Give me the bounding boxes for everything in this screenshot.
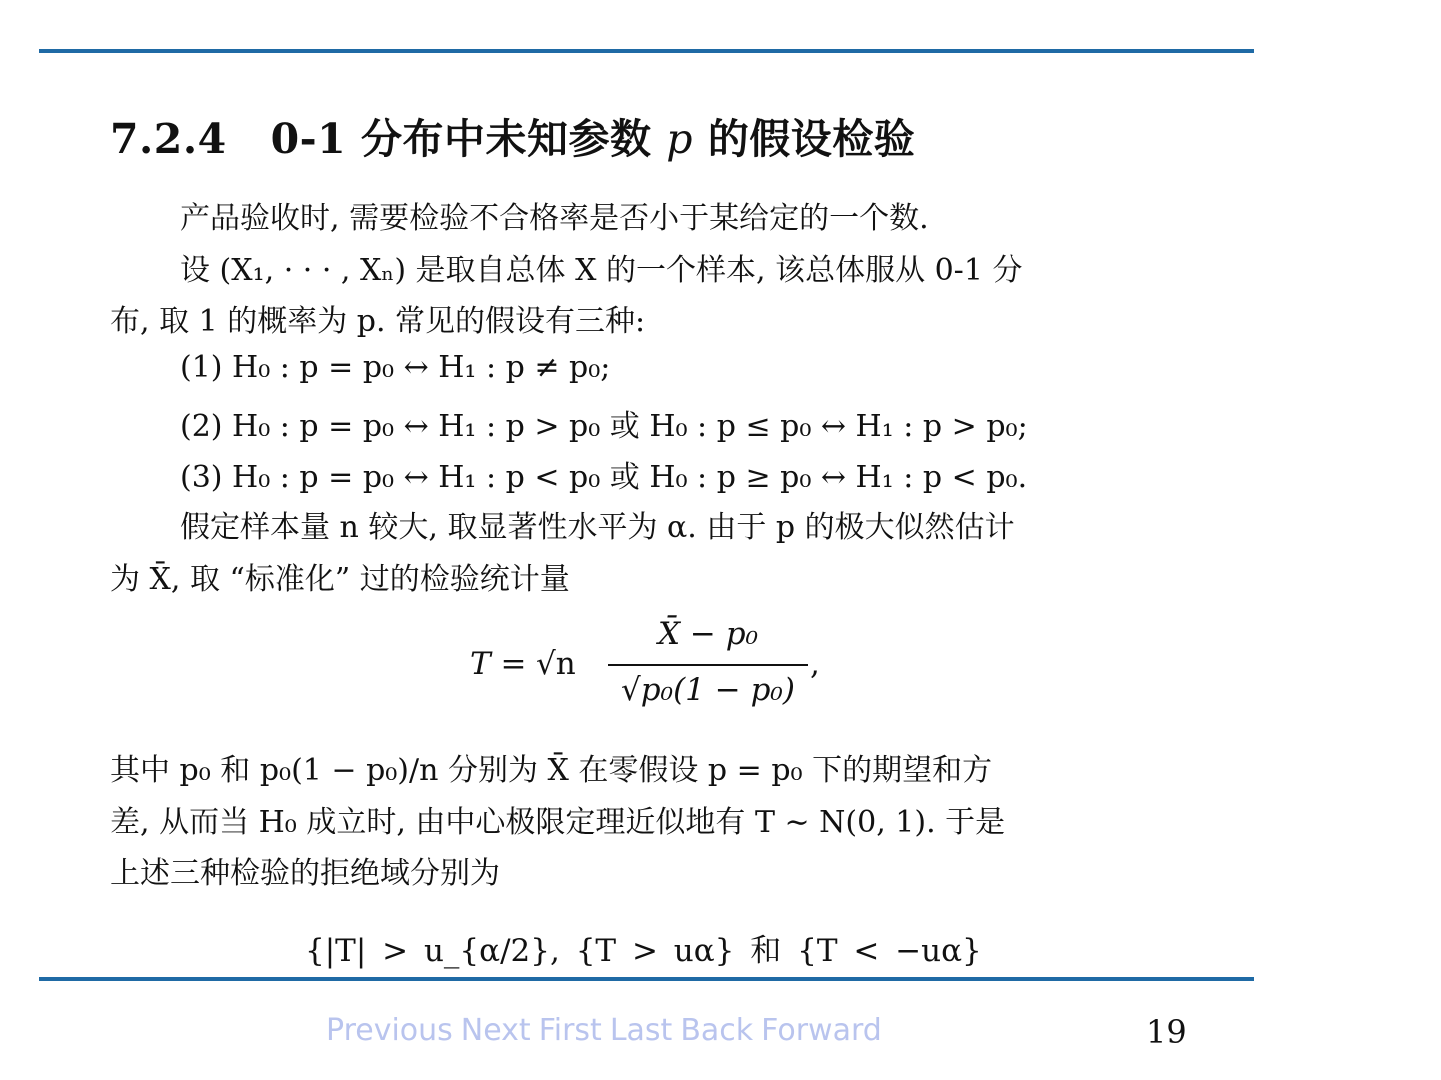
- nav-forward-link[interactable]: Forward: [761, 1013, 882, 1048]
- nav-next-link[interactable]: Next: [460, 1013, 531, 1048]
- section-title: [110, 106, 915, 165]
- top-rule: [39, 49, 1254, 53]
- formula-comma: ,: [810, 646, 820, 682]
- formula-sqrt-n: √n: [536, 646, 576, 682]
- section-number: 7.2.4: [110, 115, 227, 163]
- navigation-bar: [326, 1013, 890, 1048]
- fraction-bar: [608, 664, 808, 666]
- nav-first-link[interactable]: First: [538, 1013, 602, 1048]
- nav-previous-link[interactable]: Previous: [326, 1013, 453, 1048]
- section-title-pre: 0-1 分布中未知参数: [270, 115, 652, 163]
- nav-last-link[interactable]: Last: [609, 1013, 673, 1048]
- paragraph-3-line-2: 为 X̄, 取 “标准化” 过的检验统计量: [110, 562, 570, 597]
- bottom-rule: [39, 977, 1254, 981]
- formula-numerator: X̄ − p₀: [657, 616, 759, 652]
- section-title-var: p: [666, 115, 694, 163]
- paragraph-1: 产品验收时, 需要检验不合格率是否小于某给定的一个数.: [180, 201, 929, 236]
- test-statistic-formula: [470, 616, 830, 726]
- nav-back-link[interactable]: Back: [680, 1013, 754, 1048]
- paragraph-2-line-1: 设 (X₁, · · · , Xₙ) 是取自总体 X 的一个样本, 该总体服从 0-1 分: [180, 253, 1023, 288]
- hypothesis-2: (2) H₀ : p = p₀ ↔ H₁ : p > p₀ 或 H₀ : p ≤ p₀ ↔ H₁ : p > p₀;: [180, 409, 1028, 444]
- formula-denominator: √p₀(1 − p₀): [621, 672, 795, 708]
- rejection-regions: {|T| > u_{α/2}, {T > uα} 和 {T < −uα}: [305, 933, 982, 969]
- page-number: 19: [1146, 1013, 1187, 1051]
- paragraph-2-line-2: 布, 取 1 的概率为 p. 常见的假设有三种:: [110, 304, 646, 339]
- section-title-post: 的假设检验: [707, 115, 916, 163]
- paragraph-4-line-1: 其中 p₀ 和 p₀(1 − p₀)/n 分别为 X̄ 在零假设 p = p₀ 下的期望和方: [110, 753, 993, 788]
- paragraph-3-line-1: 假定样本量 n 较大, 取显著性水平为 α. 由于 p 的极大似然估计: [180, 510, 1015, 545]
- paragraph-4-line-2: 差, 从而当 H₀ 成立时, 由中心极限定理近似地有 T ∼ N(0, 1). 于是: [110, 805, 1006, 840]
- formula-lhs: T =: [470, 646, 527, 682]
- hypothesis-1: (1) H₀ : p = p₀ ↔ H₁ : p ≠ p₀;: [180, 350, 611, 385]
- paragraph-4-line-3: 上述三种检验的拒绝域分别为: [110, 856, 500, 891]
- hypothesis-3: (3) H₀ : p = p₀ ↔ H₁ : p < p₀ 或 H₀ : p ≥ p₀ ↔ H₁ : p < p₀.: [180, 460, 1028, 495]
